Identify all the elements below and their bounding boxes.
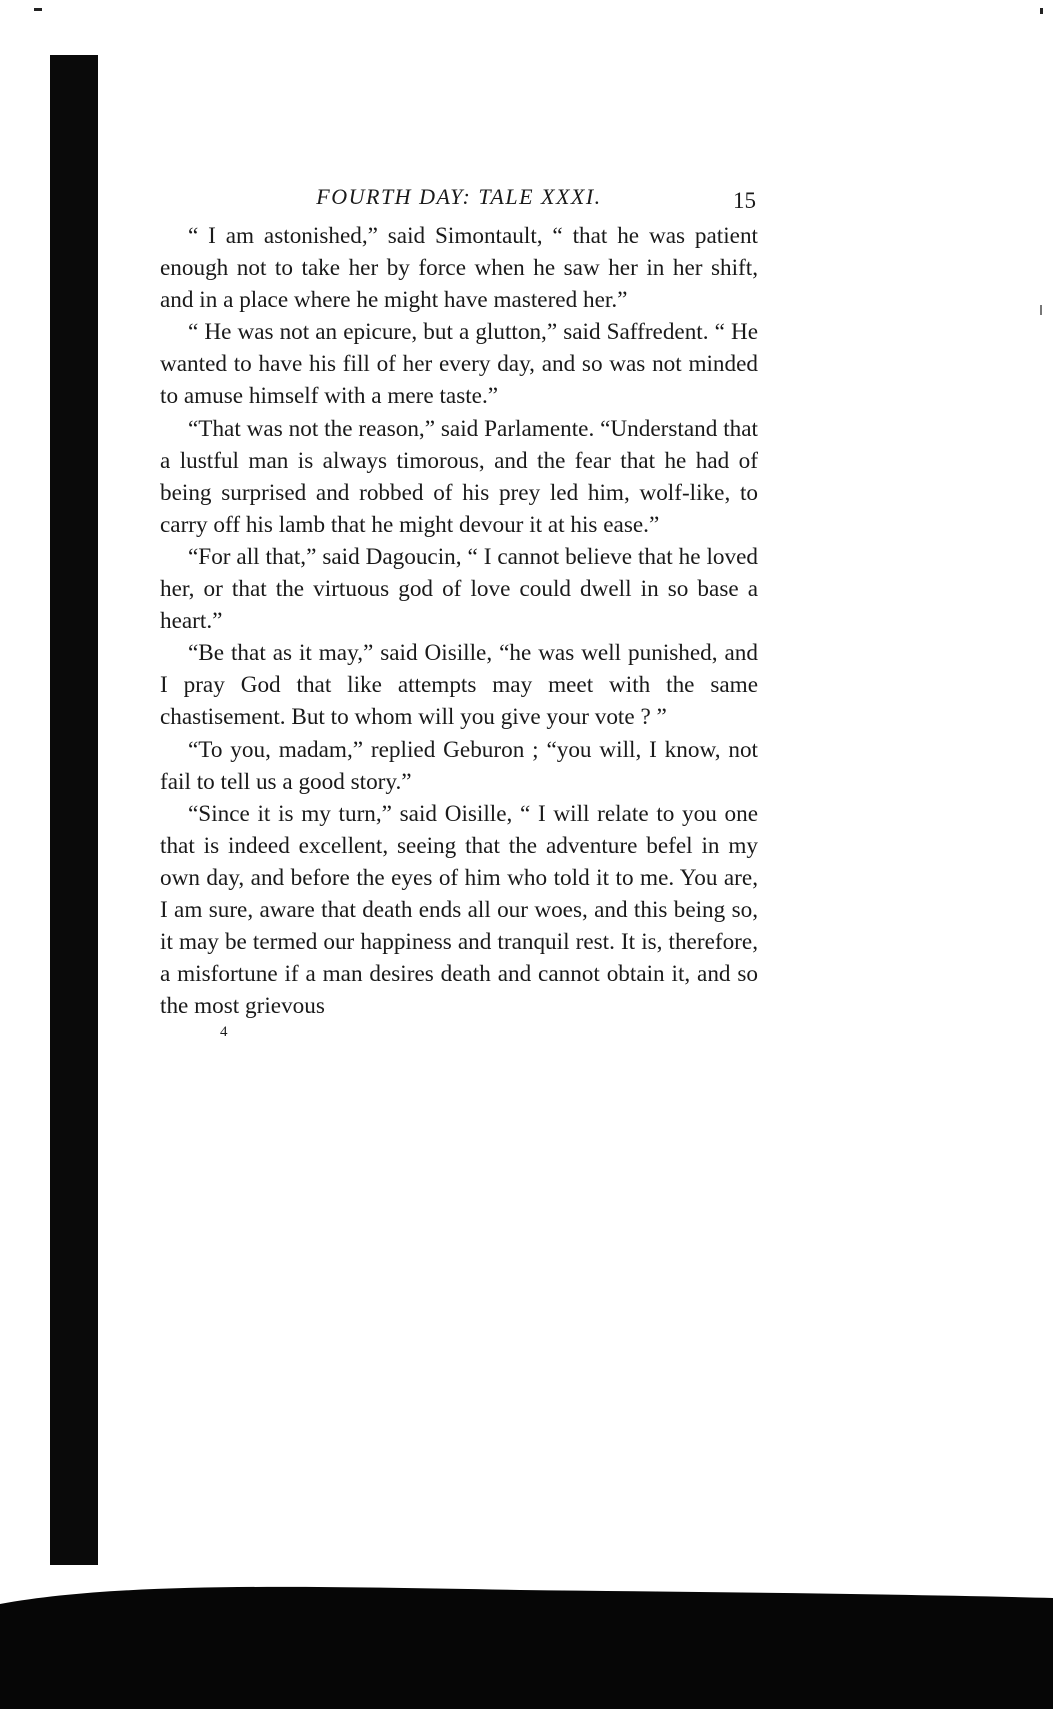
running-head (160, 180, 758, 220)
book-page (160, 180, 758, 1041)
paragraph-dagoucin: “For all that,” said Dagoucin, “ I cannot believe that he loved her, or that the virtuous god of love could dwell in so base a heart.” (160, 543, 758, 635)
running-title: FOURTH DAY: TALE XXXI. (316, 184, 602, 209)
signature-mark: 4 (220, 1024, 228, 1041)
paragraph-parlamente: “That was not the reason,” said Parlamente. “Understand that a lustful man is always timorous, and the fear that he had of being surprised and robbed of his prey led him, wolf-like, to carry off his lamb that he might devour it at his ease.” (160, 415, 758, 538)
scan-speck-top-right (1040, 8, 1043, 14)
page-number: 15 (733, 188, 756, 213)
paragraph-saffredent: “ He was not an epicure, but a glutton,” said Saffredent. “ He wanted to have his fill of her every day, and so was not minded to amuse himself with a mere taste.” (160, 319, 758, 410)
scan-speck-right (1040, 305, 1042, 315)
paragraph-oisille-tale: “Since it is my turn,” said Oisille, “ I will relate to you one that is indeed excellent, seeing that the adventure befel in my own day, and before the eyes of him who told it to me. You are, I am sure, aware that death ends all our woes, and this being so, it may be termed our happiness and tranquil rest. It is, therefore, a misfortune if a man desires death and cannot obtain it, and so the most grievous (160, 800, 758, 1020)
paragraph-simontault: “ I am astonished,” said Simontault, “ that he was patient enough not to take her by force when he saw her in her shift, and in a place where he might have mastered her.” (160, 223, 758, 314)
scan-shadow-bottom (0, 1564, 1053, 1709)
paragraph-oisille-vote: “Be that as it may,” said Oisille, “he was well punished, and I pray God that like attempts may meet with the same chastisement. But to whom will you give your vote ? ” (160, 640, 758, 731)
scan-shadow-left (50, 55, 98, 1565)
scan-speck-top-left (34, 8, 42, 11)
body-text (160, 220, 758, 1022)
paragraph-geburon: “To you, madam,” replied Geburon ; “you will, I know, not fail to tell us a good story.” (160, 736, 758, 795)
